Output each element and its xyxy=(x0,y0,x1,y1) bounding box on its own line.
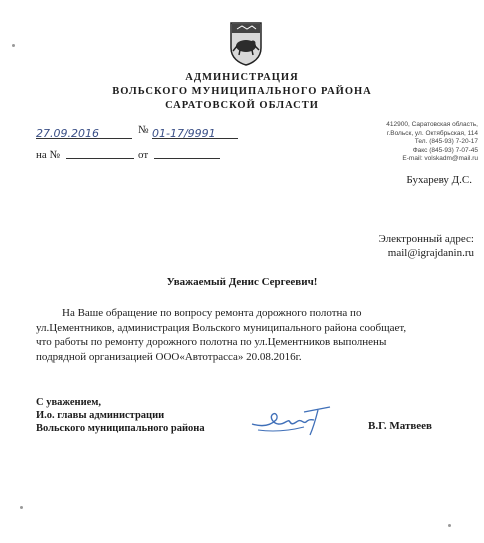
contact-address-1: 412900, Саратовская область, xyxy=(386,121,478,128)
closing-regards: С уважением, xyxy=(36,397,102,408)
recipient-name: Бухареву Д.С. xyxy=(406,174,472,186)
reference-date-label: от xyxy=(138,149,149,161)
body-line-2: ул.Цементников, администрация Вольского муниципального района сообщает, xyxy=(36,321,407,334)
reference-number-line xyxy=(66,158,134,159)
scan-speck xyxy=(12,44,15,47)
number-sign: № xyxy=(138,124,149,136)
org-name-line-3: САРАТОВСКОЙ ОБЛАСТИ xyxy=(165,100,319,111)
outgoing-date: 27.09.2016 xyxy=(36,127,99,140)
email-block xyxy=(300,232,474,260)
body-line-1: На Ваше обращение по вопросу ремонта дорожного полотна по xyxy=(62,307,362,319)
email-label: Электронный адрес: xyxy=(378,233,474,245)
contact-fax: Факс (845-93) 7-07-45 xyxy=(412,146,478,154)
scan-speck xyxy=(20,506,23,509)
email-value: mail@igrajdanin.ru xyxy=(387,247,474,259)
reference-number-label: на № xyxy=(36,149,61,161)
signer-name: В.Г. Матвеев xyxy=(368,420,432,432)
outgoing-number: 01-17/9991 xyxy=(152,127,216,140)
outgoing-number-field xyxy=(152,124,238,139)
closing-position-2: Вольского муниципального района xyxy=(36,423,205,434)
salutation: Уважаемый Денис Сергеевич! xyxy=(166,276,318,288)
coat-of-arms-emblem xyxy=(228,20,264,66)
body-line-4: подрядной организацией ООО«Автотрасса» 20.08.2016г. xyxy=(36,350,302,363)
reference-date-line xyxy=(154,158,220,159)
contact-block xyxy=(360,121,478,164)
contact-phone: Тел. (845-93) 7-20-17 xyxy=(414,138,478,145)
closing-position-1: И.о. главы администрации xyxy=(36,410,165,421)
handwritten-signature xyxy=(248,402,334,442)
org-name-line-1: АДМИНИСТРАЦИЯ xyxy=(185,72,299,83)
outgoing-date-field xyxy=(36,124,132,139)
body-line-3: что работы по ремонту дорожного полотна по ул.Цементников выполнены xyxy=(36,336,387,348)
scan-speck xyxy=(448,524,451,527)
letter-body xyxy=(36,306,474,364)
closing-block xyxy=(36,396,256,435)
contact-address-2: г.Вольск, ул. Октябрьская, 114 xyxy=(386,129,478,137)
contact-email: E-mail: volskadm@mail.ru xyxy=(402,155,478,162)
org-name-line-2: ВОЛЬСКОГО МУНИЦИПАЛЬНОГО РАЙОНА xyxy=(112,86,372,97)
